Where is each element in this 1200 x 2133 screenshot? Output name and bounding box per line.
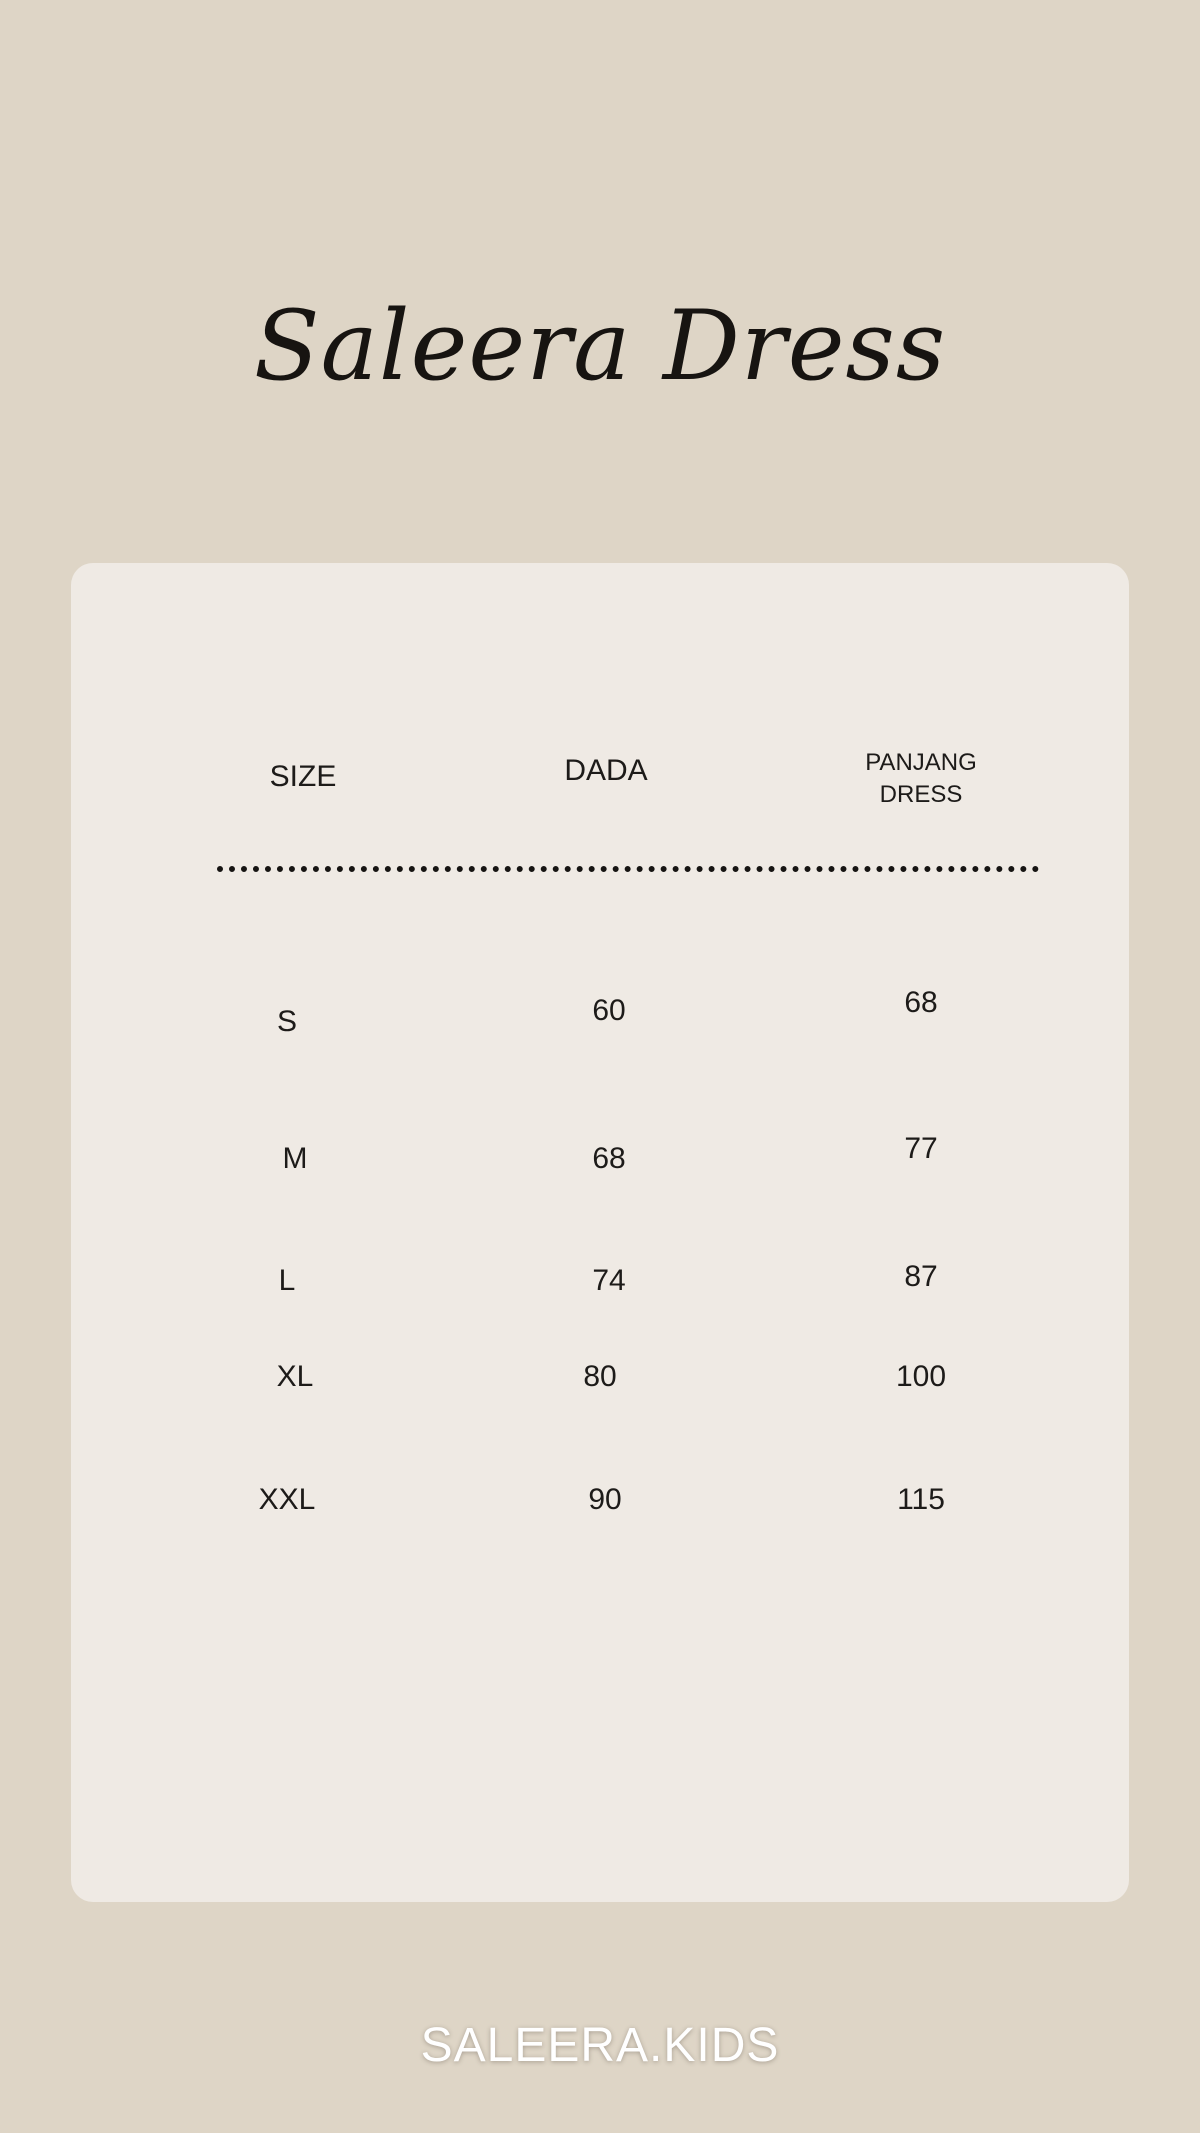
row-xl-panjang: 100 xyxy=(895,1360,947,1393)
row-xxl-size: XXL xyxy=(258,1483,316,1516)
page-title: Saleera Dress xyxy=(253,290,947,402)
row-xxl-dada: 90 xyxy=(588,1483,622,1516)
row-l-size: L xyxy=(278,1264,296,1297)
row-s-size: S xyxy=(276,1005,297,1038)
header-divider xyxy=(217,866,1039,872)
header-size: SIZE xyxy=(269,760,337,793)
header-panjang-line1: PANJANG xyxy=(865,749,977,776)
row-s-dada: 60 xyxy=(592,994,626,1027)
header-panjang-dress xyxy=(811,747,1031,811)
row-m-dada: 68 xyxy=(592,1142,626,1175)
row-xl-dada: 80 xyxy=(583,1360,617,1393)
size-chart-card xyxy=(71,563,1129,1902)
row-l-panjang: 87 xyxy=(904,1260,938,1293)
row-s-panjang: 68 xyxy=(904,986,938,1019)
row-m-panjang: 77 xyxy=(904,1132,938,1165)
row-xl-size: XL xyxy=(276,1360,314,1393)
row-l-dada: 74 xyxy=(592,1264,626,1297)
header-panjang-line2: DRESS xyxy=(879,781,963,808)
row-xxl-panjang: 115 xyxy=(897,1483,945,1516)
row-m-size: M xyxy=(282,1142,308,1175)
brand-footer: SALEERA.KIDS xyxy=(420,2019,780,2072)
header-dada: DADA xyxy=(564,754,648,787)
